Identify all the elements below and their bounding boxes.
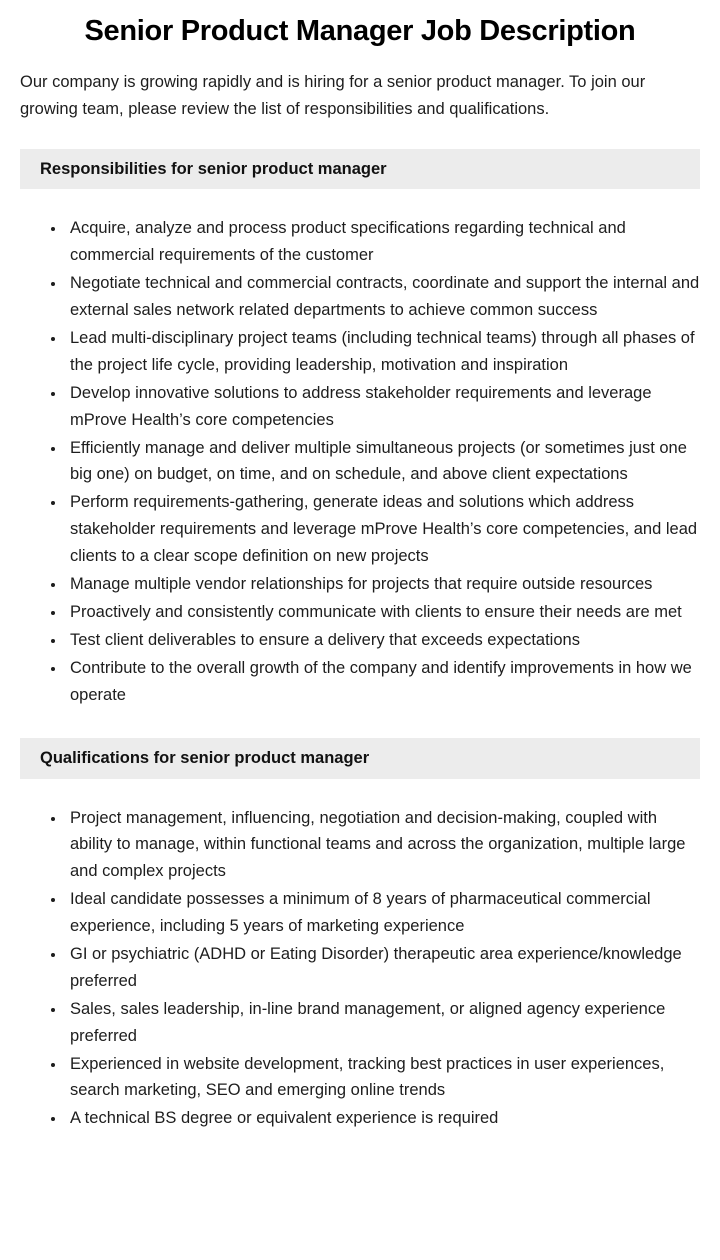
section-header-responsibilities: Responsibilities for senior product manager (20, 149, 700, 189)
list-item: • Lead multi-disciplinary project teams (including technical teams) through all phases of the project life cycle, providing leadership, motivation and inspiration (66, 325, 700, 379)
list-item: • Sales, sales leadership, in-line brand management, or aligned agency experience preferred (66, 996, 700, 1050)
list-item: • Ideal candidate possesses a minimum of 8 years of pharmaceutical commercial experience, including 5 years of marketing experience (66, 886, 700, 940)
list-item: • Develop innovative solutions to address stakeholder requirements and leverage mProve Health’s core competencies (66, 380, 700, 434)
job-description-page (0, 14, 720, 1190)
responsibilities-list (20, 215, 700, 708)
list-item: • Perform requirements-gathering, generate ideas and solutions which address stakeholder requirements and leverage mProve Health’s core competencies, and lead clients to a clear scope definition on new projects (66, 489, 700, 570)
list-item: • A technical BS degree or equivalent experience is required (66, 1105, 700, 1132)
list-item: • Contribute to the overall growth of the company and identify improvements in how we operate (66, 655, 700, 709)
list-item: • Manage multiple vendor relationships for projects that require outside resources (66, 571, 700, 598)
list-item: • Acquire, analyze and process product specifications regarding technical and commercial requirements of the customer (66, 215, 700, 269)
list-item: • Efficiently manage and deliver multiple simultaneous projects (or sometimes just one big one) on budget, on time, and on schedule, and above client expectations (66, 435, 700, 489)
list-item: • Experienced in website development, tracking best practices in user experiences, search marketing, SEO and emerging online trends (66, 1051, 700, 1105)
qualifications-list (20, 805, 700, 1133)
list-item: • Proactively and consistently communicate with clients to ensure their needs are met (66, 599, 700, 626)
section-header-qualifications: Qualifications for senior product manager (20, 738, 700, 778)
list-item: • Project management, influencing, negotiation and decision-making, coupled with ability to manage, within functional teams and across the organization, multiple large and complex projects (66, 805, 700, 886)
list-item: • GI or psychiatric (ADHD or Eating Disorder) therapeutic area experience/knowledge preferred (66, 941, 700, 995)
page-title: Senior Product Manager Job Description (84, 15, 636, 47)
list-item: • Negotiate technical and commercial contracts, coordinate and support the internal and external sales network related departments to achieve common success (66, 270, 700, 324)
list-item: • Test client deliverables to ensure a delivery that exceeds expectations (66, 627, 700, 654)
intro-paragraph: Our company is growing rapidly and is hiring for a senior product manager. To join our growing team, please review the list of responsibilities and qualifications. (20, 72, 646, 119)
